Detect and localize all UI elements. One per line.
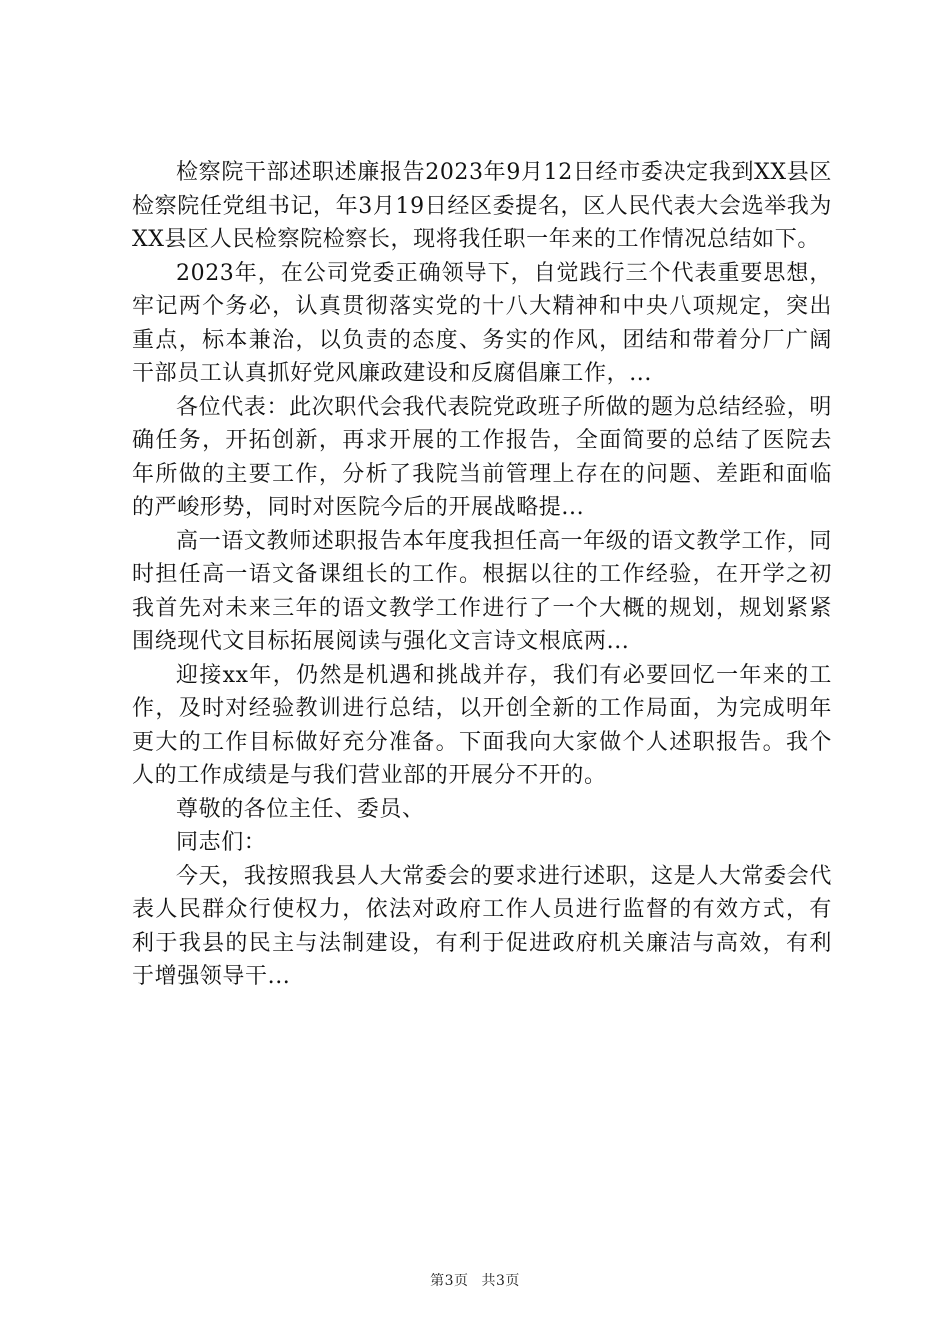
- page-number: 第3页: [430, 1273, 469, 1289]
- paragraph-npc-report: 今天，我按照我县人大常委会的要求进行述职，这是人大常委会代表人民群众行使权力，依法对政府工作人员进行监督的有效方式，有利于我县的民主与法制建设，有利于促进政府机关廉洁与高效，有利于增强领导干...: [132, 863, 832, 989]
- paragraph-prosecutor-report: 检察院干部述职述廉报告2023年9月12日经市委决定我到XX县区检察院任党组书记，年3月19日经区委提名，区人民代表大会选举我为XX县区人民检察院检察长，现将我任职一年来的工作情况总结如下。: [132, 160, 832, 252]
- paragraph-new-year: 迎接xx年，仍然是机遇和挑战并存，我们有必要回忆一年来的工作，及时对经验教训进行总结，以开创全新的工作局面，为完成明年更大的工作目标做好充分准备。下面我向大家做个人述职报告。我个人的工作成绩是与我们营业部的开展分不开的。: [132, 662, 832, 788]
- paragraph-party-committee: 2023年，在公司党委正确领导下，自觉践行三个代表重要思想，牢记两个务必，认真贯彻落实党的十八大精神和中央八项规定，突出重点，标本兼治，以负责的态度、务实的作风，团结和带着分厂广阔干部员工认真抓好党风廉政建设和反腐倡廉工作，...: [132, 260, 832, 386]
- page-footer: [0, 1270, 950, 1290]
- paragraph-congress-delegates: 各位代表：此次职代会我代表院党政班子所做的题为总结经验，明确任务，开拓创新，再求开展的工作报告，全面简要的总结了医院去年所做的主要工作，分析了我院当前管理上存在的问题、差距和面临的严峻形势，同时对医院今后的开展战略提...: [132, 394, 832, 520]
- paragraph-salutation: 尊敬的各位主任、委员、: [176, 796, 425, 822]
- document-body: [132, 156, 832, 994]
- paragraph-comrades: 同志们：: [176, 830, 267, 855]
- paragraph-chinese-teacher: 高一语文教师述职报告本年度我担任高一年级的语文教学工作，同时担任高一语文备课组长的工作。根据以往的工作经验，在开学之初我首先对未来三年的语文教学工作进行了一个大概的规划，规划紧紧围绕现代文目标拓展阅读与强化文言诗文根底两...: [132, 528, 832, 654]
- page-total: 共3页: [481, 1273, 520, 1289]
